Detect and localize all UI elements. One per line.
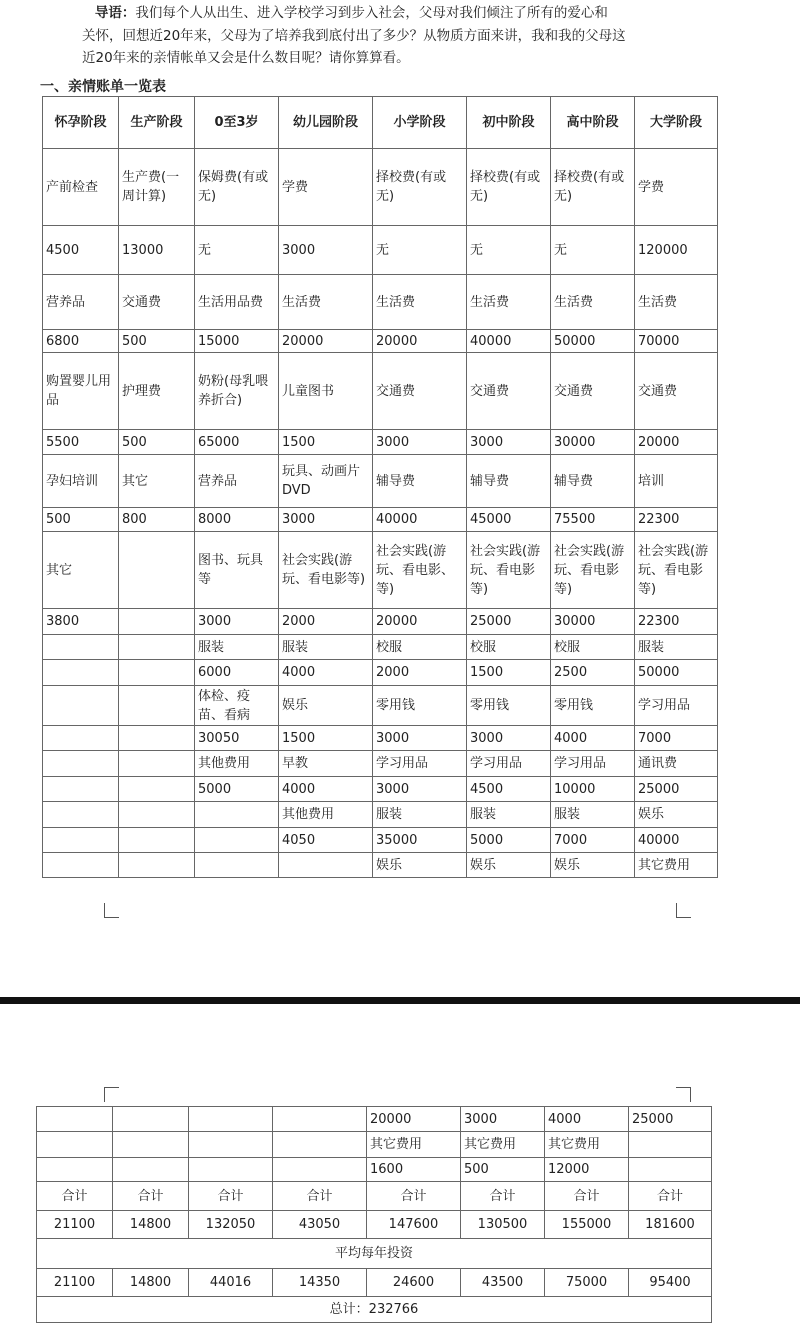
table-cell: 娱乐: [373, 853, 467, 878]
total-value: 14800: [113, 1211, 189, 1239]
intro-paragraph: [82, 2, 722, 70]
table-cell: 护理费: [119, 353, 195, 430]
table-cell: 社会实践(游玩、看电影等): [635, 532, 718, 609]
intro-text-line3: 近20年来的亲情帐单又会是什么数目呢？请你算算看。: [82, 50, 410, 66]
table-cell: 玩具、动画片DVD: [279, 455, 373, 508]
table-row: [43, 430, 718, 455]
table-cell: 购置婴儿用品: [43, 353, 119, 430]
total-label: 合计: [189, 1182, 273, 1211]
table-cell: 20000: [373, 609, 467, 635]
table-cell: 培训: [635, 455, 718, 508]
table-cell: 校服: [551, 635, 635, 660]
table-cell: [43, 853, 119, 878]
table-cell: 20000: [373, 330, 467, 353]
table-cell: 4500: [467, 777, 551, 802]
table-cell: 20000: [279, 330, 373, 353]
table-cell: 娱乐: [551, 853, 635, 878]
table-cell: [43, 777, 119, 802]
table-cell: 营养品: [195, 455, 279, 508]
summary-section: [37, 1182, 712, 1323]
table-cell: 社会实践(游玩、看电影等): [279, 532, 373, 609]
table-cell: 生活费: [373, 275, 467, 330]
table-cell: 其他费用: [279, 802, 373, 828]
table-cell: 12000: [545, 1158, 629, 1182]
table-cell: 3000: [461, 1107, 545, 1132]
table-cell: 学习用品: [373, 751, 467, 777]
table-cell: [113, 1107, 189, 1132]
average-value: 24600: [367, 1269, 461, 1297]
table-cell: 奶粉(母乳喂养折合): [195, 353, 279, 430]
table-row: [43, 532, 718, 609]
table-row: [43, 777, 718, 802]
table-cell: 娱乐: [635, 802, 718, 828]
table-cell: 800: [119, 508, 195, 532]
table-cell: [119, 686, 195, 726]
table-cell: 服装: [467, 802, 551, 828]
table-cell: 交通费: [551, 353, 635, 430]
table-cell: 其它费用: [367, 1132, 461, 1158]
table-cell: [629, 1158, 712, 1182]
table-cell: 体检、疫苗、看病: [195, 686, 279, 726]
table-cell: 其他费用: [195, 751, 279, 777]
page-separator: [0, 997, 800, 1004]
table-cell: 5000: [195, 777, 279, 802]
total-value: 147600: [367, 1211, 461, 1239]
table-cell: [37, 1158, 113, 1182]
table-cell: 儿童图书: [279, 353, 373, 430]
table-cell: 生活费: [551, 275, 635, 330]
average-label: 平均每年投资: [37, 1239, 712, 1269]
table-row: [43, 455, 718, 508]
intro-text-line2: 关怀，回想近20年来，父母为了培养我到底付出了多少？从物质方面来讲，我和我的父母这: [82, 27, 626, 44]
table-cell: 30000: [551, 430, 635, 455]
table-cell: [119, 726, 195, 751]
table-cell: 45000: [467, 508, 551, 532]
table-row: [43, 751, 718, 777]
table-cell: 社会实践(游玩、看电影等): [551, 532, 635, 609]
table-row: [43, 686, 718, 726]
average-label-row: [37, 1239, 712, 1269]
header-cell: 初中阶段: [467, 97, 551, 149]
table-cell: 社会实践(游玩、看电影等): [467, 532, 551, 609]
table-cell: 保姆费(有或无): [195, 149, 279, 226]
table-cell: [43, 802, 119, 828]
ledger-body-page1: [43, 149, 718, 878]
average-value: 14350: [273, 1269, 367, 1297]
header-cell: 生产阶段: [119, 97, 195, 149]
table-cell: [195, 828, 279, 853]
table-cell: 35000: [373, 828, 467, 853]
table-cell: [43, 726, 119, 751]
table-row: [37, 1158, 712, 1182]
table-cell: 孕妇培训: [43, 455, 119, 508]
total-value: 132050: [189, 1211, 273, 1239]
table-cell: 其它费用: [545, 1132, 629, 1158]
table-row: [37, 1132, 712, 1158]
table-cell: 1500: [467, 660, 551, 686]
table-cell: 校服: [373, 635, 467, 660]
table-cell: 25000: [629, 1107, 712, 1132]
table-cell: 15000: [195, 330, 279, 353]
table-cell: 零用钱: [373, 686, 467, 726]
table-cell: 3000: [279, 508, 373, 532]
average-value: 43500: [461, 1269, 545, 1297]
table-cell: [119, 635, 195, 660]
table-cell: 无: [551, 226, 635, 275]
table-cell: 无: [195, 226, 279, 275]
total-value: 43050: [273, 1211, 367, 1239]
table-cell: 5500: [43, 430, 119, 455]
header-cell: 高中阶段: [551, 97, 635, 149]
table-cell: 早教: [279, 751, 373, 777]
table-cell: 其它: [119, 455, 195, 508]
table-cell: 5000: [467, 828, 551, 853]
table-cell: 交通费: [119, 275, 195, 330]
table-cell: [43, 686, 119, 726]
table-cell: [195, 802, 279, 828]
table-cell: [119, 802, 195, 828]
table-row: [43, 508, 718, 532]
table-cell: 其它费用: [461, 1132, 545, 1158]
table-cell: 3000: [373, 726, 467, 751]
table-cell: [43, 660, 119, 686]
table-cell: 零用钱: [551, 686, 635, 726]
header-cell: 幼儿园阶段: [279, 97, 373, 149]
table-cell: 500: [461, 1158, 545, 1182]
average-value: 75000: [545, 1269, 629, 1297]
table-cell: [273, 1107, 367, 1132]
table-cell: 25000: [635, 777, 718, 802]
table-cell: 校服: [467, 635, 551, 660]
table-cell: 辅导费: [467, 455, 551, 508]
table-cell: [189, 1158, 273, 1182]
table-cell: 辅导费: [551, 455, 635, 508]
table-cell: 生活用品费: [195, 275, 279, 330]
table-cell: [43, 828, 119, 853]
table-cell: 25000: [467, 609, 551, 635]
table-cell: 无: [373, 226, 467, 275]
table-cell: 服装: [373, 802, 467, 828]
table-cell: 3000: [467, 430, 551, 455]
table-cell: 2000: [373, 660, 467, 686]
table-cell: [37, 1107, 113, 1132]
table-cell: 学费: [635, 149, 718, 226]
average-value: 21100: [37, 1269, 113, 1297]
table-cell: 30000: [551, 609, 635, 635]
intro-text-line1: 我们每个人从出生、进入学校学习到步入社会，父母对我们倾注了所有的爱心和: [135, 5, 608, 21]
table-cell: 30050: [195, 726, 279, 751]
table-cell: 娱乐: [467, 853, 551, 878]
average-values-row: [37, 1269, 712, 1297]
table-cell: 4000: [279, 777, 373, 802]
table-cell: 交通费: [635, 353, 718, 430]
table-cell: 40000: [635, 828, 718, 853]
table-cell: [273, 1158, 367, 1182]
total-label: 合计: [461, 1182, 545, 1211]
table-cell: [119, 828, 195, 853]
grand-total-row: [37, 1297, 712, 1323]
total-value: 130500: [461, 1211, 545, 1239]
table-cell: 择校费(有或无): [467, 149, 551, 226]
table-cell: 6800: [43, 330, 119, 353]
table-cell: [119, 853, 195, 878]
header-cell: 怀孕阶段: [43, 97, 119, 149]
ledger-table-page1: [42, 96, 718, 878]
table-cell: 20000: [635, 430, 718, 455]
page-corner-mark: [104, 903, 119, 918]
table-cell: 3000: [373, 430, 467, 455]
table-cell: 40000: [373, 508, 467, 532]
table-cell: [119, 660, 195, 686]
table-cell: 无: [467, 226, 551, 275]
table-cell: 择校费(有或无): [373, 149, 467, 226]
table-cell: 2500: [551, 660, 635, 686]
table-cell: 生活费: [279, 275, 373, 330]
table-cell: 图书、玩具等: [195, 532, 279, 609]
table-cell: 交通费: [373, 353, 467, 430]
table-cell: 4000: [279, 660, 373, 686]
table-cell: 3800: [43, 609, 119, 635]
table-cell: 生活费: [635, 275, 718, 330]
table-cell: 生产费(一周计算): [119, 149, 195, 226]
table-cell: 6000: [195, 660, 279, 686]
table-cell: 其它费用: [635, 853, 718, 878]
total-value: 155000: [545, 1211, 629, 1239]
table-cell: 1500: [279, 726, 373, 751]
table-cell: 其它: [43, 532, 119, 609]
table-cell: [119, 609, 195, 635]
table-row: [43, 275, 718, 330]
table-cell: 营养品: [43, 275, 119, 330]
average-value: 95400: [629, 1269, 712, 1297]
table-cell: 娱乐: [279, 686, 373, 726]
table-cell: 3000: [467, 726, 551, 751]
table-cell: 服装: [551, 802, 635, 828]
table-cell: 4000: [545, 1107, 629, 1132]
table-cell: [195, 853, 279, 878]
table-cell: [189, 1132, 273, 1158]
table-cell: 2000: [279, 609, 373, 635]
table-cell: 学习用品: [551, 751, 635, 777]
table-cell: [189, 1107, 273, 1132]
table-cell: 学习用品: [467, 751, 551, 777]
table-cell: [279, 853, 373, 878]
table-cell: 70000: [635, 330, 718, 353]
table-cell: [119, 532, 195, 609]
table-cell: 1600: [367, 1158, 461, 1182]
table-cell: [119, 777, 195, 802]
total-value: 181600: [629, 1211, 712, 1239]
table-cell: 3000: [195, 609, 279, 635]
table-cell: 3000: [373, 777, 467, 802]
table-row: [43, 853, 718, 878]
ledger-table-page2: [36, 1106, 712, 1323]
table-cell: 22300: [635, 508, 718, 532]
table-row: [43, 635, 718, 660]
total-label: 合计: [113, 1182, 189, 1211]
total-label: 合计: [367, 1182, 461, 1211]
table-cell: [43, 751, 119, 777]
table-cell: 交通费: [467, 353, 551, 430]
page-corner-mark: [676, 1087, 691, 1102]
intro-lead: 导语：: [94, 5, 136, 21]
average-value: 44016: [189, 1269, 273, 1297]
table-row: [43, 149, 718, 226]
table-cell: 社会实践(游玩、看电影、等): [373, 532, 467, 609]
table-cell: 4500: [43, 226, 119, 275]
table-cell: 65000: [195, 430, 279, 455]
header-cell: 小学阶段: [373, 97, 467, 149]
page-corner-mark: [676, 903, 691, 918]
table-cell: 辅导费: [373, 455, 467, 508]
table-cell: 7000: [635, 726, 718, 751]
table-cell: 零用钱: [467, 686, 551, 726]
table-row: [37, 1107, 712, 1132]
table-row: [43, 660, 718, 686]
table-cell: 4050: [279, 828, 373, 853]
table-cell: 3000: [279, 226, 373, 275]
table-cell: 50000: [635, 660, 718, 686]
header-cell: 0至3岁: [195, 97, 279, 149]
table-row: [43, 726, 718, 751]
table-cell: 13000: [119, 226, 195, 275]
table-row: [43, 353, 718, 430]
table-cell: 500: [43, 508, 119, 532]
table-cell: 服装: [635, 635, 718, 660]
table-cell: 择校费(有或无): [551, 149, 635, 226]
table-cell: [113, 1132, 189, 1158]
header-row: [43, 97, 718, 149]
table-cell: 通讯费: [635, 751, 718, 777]
table-cell: 120000: [635, 226, 718, 275]
table-cell: 学习用品: [635, 686, 718, 726]
table-row: [43, 330, 718, 353]
table-cell: [119, 751, 195, 777]
header-cell: 大学阶段: [635, 97, 718, 149]
table-cell: 4000: [551, 726, 635, 751]
total-label: 合计: [37, 1182, 113, 1211]
page-corner-mark: [104, 1087, 119, 1102]
table-row: [43, 226, 718, 275]
table-cell: 50000: [551, 330, 635, 353]
total-value: 21100: [37, 1211, 113, 1239]
table-cell: 22300: [635, 609, 718, 635]
total-label: 合计: [629, 1182, 712, 1211]
ledger-body-page2: [37, 1107, 712, 1182]
table-row: [43, 609, 718, 635]
table-cell: [273, 1132, 367, 1158]
table-cell: 75500: [551, 508, 635, 532]
table-cell: 8000: [195, 508, 279, 532]
table-cell: [113, 1158, 189, 1182]
table-cell: 7000: [551, 828, 635, 853]
table-cell: 10000: [551, 777, 635, 802]
table-cell: [43, 635, 119, 660]
table-cell: 40000: [467, 330, 551, 353]
table-cell: 服装: [279, 635, 373, 660]
average-value: 14800: [113, 1269, 189, 1297]
table-cell: [629, 1132, 712, 1158]
table-cell: [37, 1132, 113, 1158]
table-cell: 500: [119, 330, 195, 353]
table-cell: 生活费: [467, 275, 551, 330]
table-cell: 学费: [279, 149, 373, 226]
total-values-row: [37, 1211, 712, 1239]
total-label: 合计: [273, 1182, 367, 1211]
table-row: [43, 828, 718, 853]
total-label-row: [37, 1182, 712, 1211]
table-cell: 服装: [195, 635, 279, 660]
table-row: [43, 802, 718, 828]
total-label: 合计: [545, 1182, 629, 1211]
table-cell: 20000: [367, 1107, 461, 1132]
table-cell: 500: [119, 430, 195, 455]
table-cell: 产前检查: [43, 149, 119, 226]
table-cell: 1500: [279, 430, 373, 455]
grand-total: 总计：232766: [37, 1297, 712, 1323]
section-title: 一、亲情账单一览表: [40, 79, 166, 95]
